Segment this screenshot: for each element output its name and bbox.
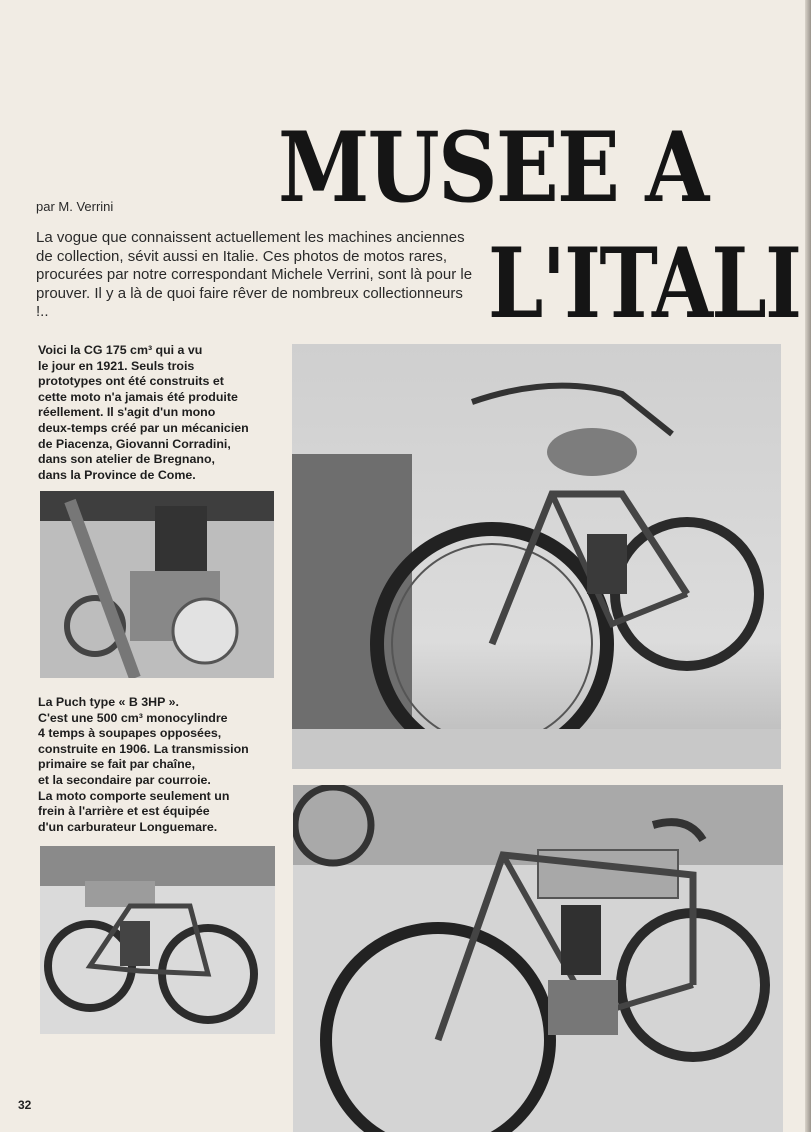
headline-line-1: MUSEE A — [278, 111, 708, 224]
photo-puch-large — [293, 785, 783, 1132]
byline: par M. Verrini — [36, 199, 114, 214]
headline-line-2: L'ITALI — [488, 227, 801, 340]
caption-cg175: Voici la CG 175 cm³ qui a vu le jour en 1921. Seuls trois prototypes ont été construits et cette moto n'a jamais été produite réellement. Il s'agit d'un mono deux-temps créé par un mécanicien de Piacenza, Giovanni Corradini, dans son atelier de Bregnano, dans la Province de Come. — [38, 343, 249, 482]
photo-puch-small — [40, 846, 275, 1034]
page-number: 32 — [18, 1098, 32, 1112]
intro-paragraph: La vogue que connaissent actuellement les machines anciennes de collection, sévit aussi en Italie. Ces photos de motos rares, procurées par notre correspondant Michele Verrini, sont là pour le prouver. Il y a là de quoi faire rêver de nombreux collectionneurs !.. — [36, 229, 473, 320]
photo-cg175-motorcycle — [292, 344, 781, 769]
photo-engine-detail — [40, 491, 274, 678]
caption-puch: La Puch type « B 3HP ». C'est une 500 cm³ monocylindre 4 temps à soupapes opposées, construite en 1906. La transmission primaire se fait par chaîne, et la secondaire par courroie. La moto comporte seulement un frein à l'arrière et est équipée d'un carburateur Longuemare. — [38, 695, 249, 834]
page-edge — [805, 0, 811, 1132]
